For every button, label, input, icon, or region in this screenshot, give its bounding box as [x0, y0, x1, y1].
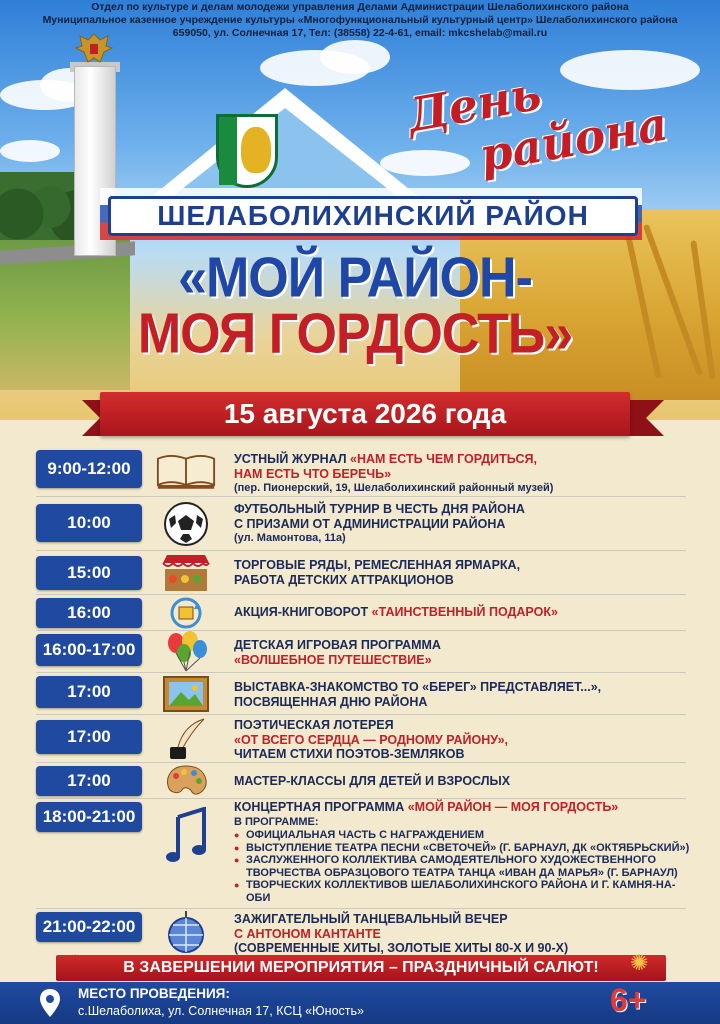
music-note-icon — [156, 806, 216, 866]
time-label: 17:00 — [36, 676, 142, 708]
bear-icon — [241, 127, 271, 173]
event-title: «НАМ ЕСТЬ ЧЕМ ГОРДИТЬСЯ, — [350, 452, 537, 466]
schedule-row — [0, 596, 720, 630]
divider — [36, 762, 686, 763]
event-title: ТОРГОВЫЕ РЯДЫ, РЕМЕСЛЕННАЯ ЯРМАРКА, — [234, 558, 521, 572]
event-description — [234, 912, 694, 956]
time-label: 16:00 — [36, 598, 142, 628]
slogan-line-1: «МОЙ РАЙОН- — [178, 246, 532, 310]
divider — [36, 630, 686, 631]
slogan-line-2: МОЯ ГОРДОСТЬ» — [137, 302, 573, 366]
program-item: ● ВЫСТУПЛЕНИЕ ТЕАТРА ПЕСНИ «СВЕТОЧЕЙ» (Г. БАРНАУЛ, ДК «ОКТЯБРЬСКИЙ») — [234, 842, 694, 855]
schedule-row — [0, 716, 720, 762]
slogan — [30, 246, 680, 366]
palette-icon — [156, 764, 216, 798]
divider — [36, 672, 686, 673]
organizer-line-3: 659050, ул. Солнечная 17, Тел: (38558) 22-4-61, email: mkcshelab@mail.ru — [172, 27, 548, 39]
event-date: 15 августа 2026 года — [100, 392, 630, 436]
divider — [36, 908, 686, 909]
event-description — [234, 638, 694, 667]
divider — [36, 496, 686, 497]
time-label: 16:00-17:00 — [36, 634, 142, 666]
time-label: 17:00 — [36, 766, 142, 796]
event-title-cont: ПОСВЯЩЕННАЯ ДНЮ РАЙОНА — [234, 694, 428, 709]
soccer-ball-icon — [156, 500, 216, 548]
event-title-cont: «ВОЛШЕБНОЕ ПУТЕШЕСТВИЕ» — [234, 652, 432, 667]
event-title: ФУТБОЛЬНЫЙ ТУРНИР В ЧЕСТЬ ДНЯ РАЙОНА — [234, 502, 525, 516]
event-title: «МОЙ РАЙОН — МОЯ ГОРДОСТЬ» — [407, 800, 619, 814]
event-title-cont: (СОВРЕМЕННЫЕ ХИТЫ, ЗОЛОТЫЕ ХИТЫ 80-Х И 90-Х) — [234, 941, 569, 955]
program-item: ● ОФИЦИАЛЬНАЯ ЧАСТЬ С НАГРАЖДЕНИЕМ — [234, 829, 694, 842]
event-title-cont-2: ЧИТАЕМ СТИХИ ПОЭТОВ-ЗЕМЛЯКОВ — [234, 747, 465, 761]
event-location: (ул. Мамонтова, 11а) — [234, 532, 346, 544]
schedule-row — [0, 910, 720, 954]
time-label: 15:00 — [36, 556, 142, 590]
event-title: ПОЭТИЧЕСКАЯ ЛОТЕРЕЯ — [234, 718, 394, 732]
market-stall-icon — [156, 552, 216, 594]
event-description — [234, 718, 694, 762]
ribbon-tail-right — [628, 400, 664, 436]
venue-label: МЕСТО ПРОВЕДЕНИЯ: — [78, 986, 230, 1001]
age-rating: 6+ — [610, 982, 647, 1018]
program-list — [234, 829, 694, 904]
event-prefix: АКЦИЯ-КНИГОВОРОТ — [234, 605, 372, 619]
divider — [36, 714, 686, 715]
event-title: «ТАИНСТВЕННЫЙ ПОДАРОК» — [371, 605, 558, 619]
double-headed-eagle-icon — [72, 30, 116, 66]
coat-of-arms-icon — [216, 114, 278, 188]
event-title: ЗАЖИГАТЕЛЬНЫЙ ТАНЦЕВАЛЬНЫЙ ВЕЧЕР — [234, 912, 508, 926]
title-raiona: района — [475, 96, 672, 183]
finale-banner: В ЗАВЕРШЕНИИ МЕРОПРИЯТИЯ – ПРАЗДНИЧНЫЙ САЛЮТ! — [56, 955, 666, 981]
event-description — [234, 605, 694, 620]
organizer-line-1: Отдел по культуре и делам молодежи управления Делами Администрации Шелаболихинского района — [91, 1, 629, 13]
schedule-row — [0, 498, 720, 550]
quill-icon — [156, 716, 216, 762]
divider — [36, 594, 686, 595]
event-description — [234, 680, 694, 709]
title-den: День — [403, 65, 545, 143]
event-description — [234, 800, 694, 904]
event-title-cont: С ПРИЗАМИ ОТ АДМИНИСТРАЦИИ РАЙОНА — [234, 516, 506, 531]
event-title: ДЕТСКАЯ ИГРОВАЯ ПРОГРАММА — [234, 638, 441, 652]
event-prefix: КОНЦЕРТНАЯ ПРОГРАММА — [234, 800, 408, 814]
performer-name: С АНТОНОМ КАНТАНТЕ — [234, 926, 381, 941]
divider — [36, 798, 686, 799]
schedule-row — [0, 632, 720, 672]
location-pin-icon — [38, 988, 62, 1018]
coat-green-stripe — [219, 117, 237, 185]
time-label: 9:00-12:00 — [36, 450, 142, 488]
event-description — [234, 774, 694, 789]
divider — [36, 550, 686, 551]
event-description — [234, 502, 694, 546]
event-description — [234, 452, 694, 496]
book-icon — [156, 446, 216, 494]
organizer-line-2: Муниципальное казенное учреждение культуры «Многофункциональный культурный центр» Шелаболихинского района — [42, 14, 678, 26]
disco-ball-icon — [156, 910, 216, 954]
cloud — [0, 140, 60, 162]
program-item: ● ЗАСЛУЖЕННОГО КОЛЛЕКТИВА САМОДЕЯТЕЛЬНОГО ХУДОЖЕСТВЕННОГО ТВОРЧЕСТВА ОБРАЗЦОВОГО ТЕАТРА ТАНЦА «ИВАН ДА МАРЬЯ» (Г. БАРНАУЛ) — [234, 854, 694, 879]
arch-opening — [168, 108, 402, 200]
schedule-row — [0, 764, 720, 798]
program-item: ● ТВОРЧЕСКИХ КОЛЛЕКТИВОВ ШЕЛАБОЛИХИНСКОГО РАЙОНА И Г. КАМНЯ-НА-ОБИ — [234, 879, 694, 904]
event-prefix: УСТНЫЙ ЖУРНАЛ — [234, 452, 351, 466]
venue-address: с.Шелаболиха, ул. Солнечная 17, КСЦ «Юность» — [78, 1004, 364, 1018]
time-label: 18:00-21:00 — [36, 802, 142, 832]
cloud — [320, 40, 390, 74]
event-title: МАСТЕР-КЛАССЫ ДЛЯ ДЕТЕЙ И ВЗРОСЛЫХ — [234, 774, 511, 788]
firework-icon: ✺ — [630, 950, 649, 975]
time-label: 10:00 — [36, 504, 142, 542]
painting-icon — [156, 674, 216, 714]
program-subtitle: В ПРОГРАММЕ: — [234, 815, 319, 828]
schedule-row — [0, 552, 720, 594]
event-title-cont: РАБОТА ДЕТСКИХ АТТРАКЦИОНОВ — [234, 572, 454, 587]
schedule-row — [0, 674, 720, 714]
balloons-icon — [156, 632, 216, 672]
book-exchange-icon — [156, 596, 216, 630]
event-title: ВЫСТАВКА-ЗНАКОМСТВО ТО «БЕРЕГ» ПРЕДСТАВЛЯЕТ...», — [234, 680, 602, 694]
event-title-cont: «ОТ ВСЕГО СЕРДЦА — РОДНОМУ РАЙОНУ», — [234, 732, 509, 747]
schedule-row — [0, 800, 720, 904]
schedule-row — [0, 446, 720, 496]
event-title-cont: НАМ ЕСТЬ ЧТО БЕРЕЧЬ» — [234, 466, 392, 481]
event-location: (пер. Пионерский, 19, Шелаболихинский районный музей) — [234, 482, 554, 494]
time-label: 17:00 — [36, 720, 142, 754]
district-name-plate: ШЕЛАБОЛИХИНСКИЙ РАЙОН — [108, 196, 638, 236]
time-label: 21:00-22:00 — [36, 912, 142, 942]
event-description — [234, 558, 694, 587]
